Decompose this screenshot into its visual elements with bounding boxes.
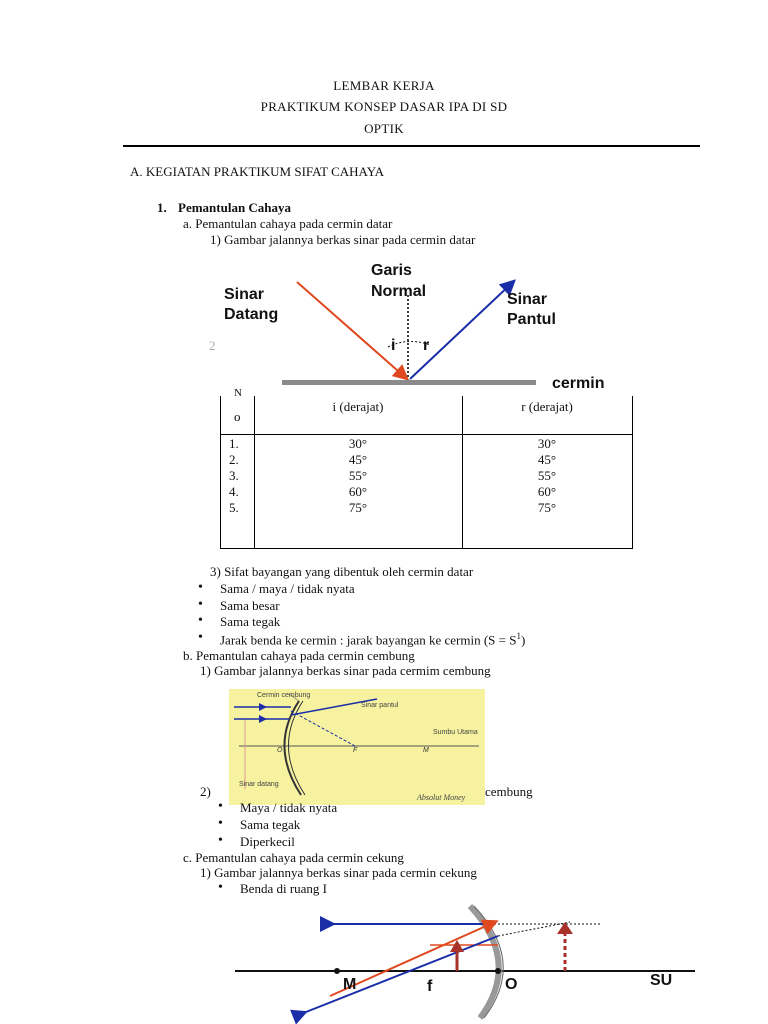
normal-label: Normal xyxy=(371,283,427,300)
table-cell-i: 75° xyxy=(348,500,368,515)
sinar-pantul-label-1: Sinar xyxy=(507,291,548,308)
cermin-cembung-label: Cermin cembung xyxy=(257,692,311,699)
header-title-2: PRAKTIKUM KONSEP DASAR IPA DI SD xyxy=(260,99,508,114)
table-cell-no: 4. xyxy=(229,484,239,499)
virtual-extension xyxy=(291,711,355,746)
sub-b-step-2-number: 2) xyxy=(200,784,211,799)
table-header-i: i (derajat) xyxy=(332,399,384,414)
list-item: • Benda di ruang I xyxy=(240,881,327,897)
table-cell-r: 30° xyxy=(537,436,557,451)
sub-b-step-1: 1) Gambar jalannya berkas sinar pada cermim cembung xyxy=(200,663,491,678)
table-cell-r: 55° xyxy=(537,468,557,483)
table-header-r: r (derajat) xyxy=(521,399,573,414)
table-cell-no: 1. xyxy=(229,436,239,451)
sub-a-label: a. Pemantulan cahaya pada cermin datar xyxy=(183,216,393,231)
su-label: SU xyxy=(650,972,673,989)
table-cell-no: 3. xyxy=(229,468,239,483)
table-cell-r: 60° xyxy=(537,484,557,499)
item-1-number: 1. xyxy=(157,200,167,215)
o-label: O xyxy=(277,747,283,754)
concave-mirror-diagram xyxy=(230,900,700,1024)
section-a-heading: A. KEGIATAN PRAKTIKUM SIFAT CAHAYA xyxy=(130,164,385,179)
table-cell-r: 75° xyxy=(537,500,557,515)
table-no-header: o xyxy=(234,409,241,424)
incident-arrow-2 xyxy=(259,715,267,723)
table-cell-i: 45° xyxy=(348,452,368,467)
list-item: • Maya / tidak nyata xyxy=(240,800,337,816)
item-1-title: Pemantulan Cahaya xyxy=(178,200,292,215)
table-cell-i: 30° xyxy=(348,436,368,451)
sub-c-step-1: 1) Gambar jalannya berkas sinar pada cermin cekung xyxy=(200,865,477,880)
header-title-3: OPTIK xyxy=(364,121,404,136)
sinar-pantul-label: Sinar pantul xyxy=(361,702,399,709)
sub-c-label: c. Pemantulan cahaya pada cermin cekung xyxy=(183,850,404,865)
sinar-pantul-label-2: Pantul xyxy=(507,311,556,328)
sinar-datang-label-1: Sinar xyxy=(224,286,265,303)
angle-r-label: r xyxy=(423,337,430,354)
header-rule xyxy=(123,145,700,147)
sumbu-utama-label: Sumbu Utama xyxy=(433,729,478,736)
table-cell-i: 60° xyxy=(348,484,368,499)
sub-a-step-1: 1) Gambar jalannya berkas sinar pada cermin datar xyxy=(210,232,476,247)
table-cell-r: 45° xyxy=(537,452,557,467)
list-item: • Sama tegak xyxy=(220,614,280,630)
sinar-datang-label: Sinar datang xyxy=(239,781,279,788)
garis-label: Garis xyxy=(371,262,412,279)
sub-b-label: b. Pemantulan cahaya pada cermin cembung xyxy=(183,648,415,663)
plane-mirror xyxy=(282,380,536,385)
list-item: • Sama tegak xyxy=(240,817,300,833)
cermin-label: cermin xyxy=(552,375,605,392)
watermark: Absolut Money xyxy=(417,793,466,802)
sub-b-step-2-tail: cembung xyxy=(485,784,533,799)
angle-table xyxy=(220,387,633,549)
table-cell-no: 2. xyxy=(229,452,239,467)
f-label: f xyxy=(427,978,433,995)
f-label: F xyxy=(353,747,358,754)
m-label: M xyxy=(343,976,357,993)
m-label: M xyxy=(423,747,429,754)
angle-i-label: i xyxy=(391,337,396,354)
incident-arrow-1 xyxy=(259,703,267,711)
list-item: • Sama / maya / tidak nyata xyxy=(220,581,355,597)
o-label: O xyxy=(505,976,518,993)
table-cell-no: 5. xyxy=(229,500,239,515)
table-no-header-partial: N xyxy=(234,387,242,399)
sinar-datang-label-2: Datang xyxy=(224,306,279,323)
point-m xyxy=(334,968,340,974)
table-cell-i: 55° xyxy=(348,468,368,483)
superscript: 1 xyxy=(516,631,521,641)
header-title-1: LEMBAR KERJA xyxy=(333,78,435,93)
list-item: • Jarak benda ke cermin : jarak bayangan ke cermin $(S = S^1)$ xyxy=(220,631,525,648)
point-o xyxy=(495,968,501,974)
reflected-ray-lower xyxy=(306,936,498,1012)
list-item: • Sama besar xyxy=(220,598,280,614)
stray-mark: 2 xyxy=(209,338,216,353)
list-item: • Diperkecil xyxy=(240,834,295,850)
convex-mirror-diagram xyxy=(229,689,485,805)
sub-a-step-3: 3) Sifat bayangan yang dibentuk oleh cermin datar xyxy=(210,564,474,579)
